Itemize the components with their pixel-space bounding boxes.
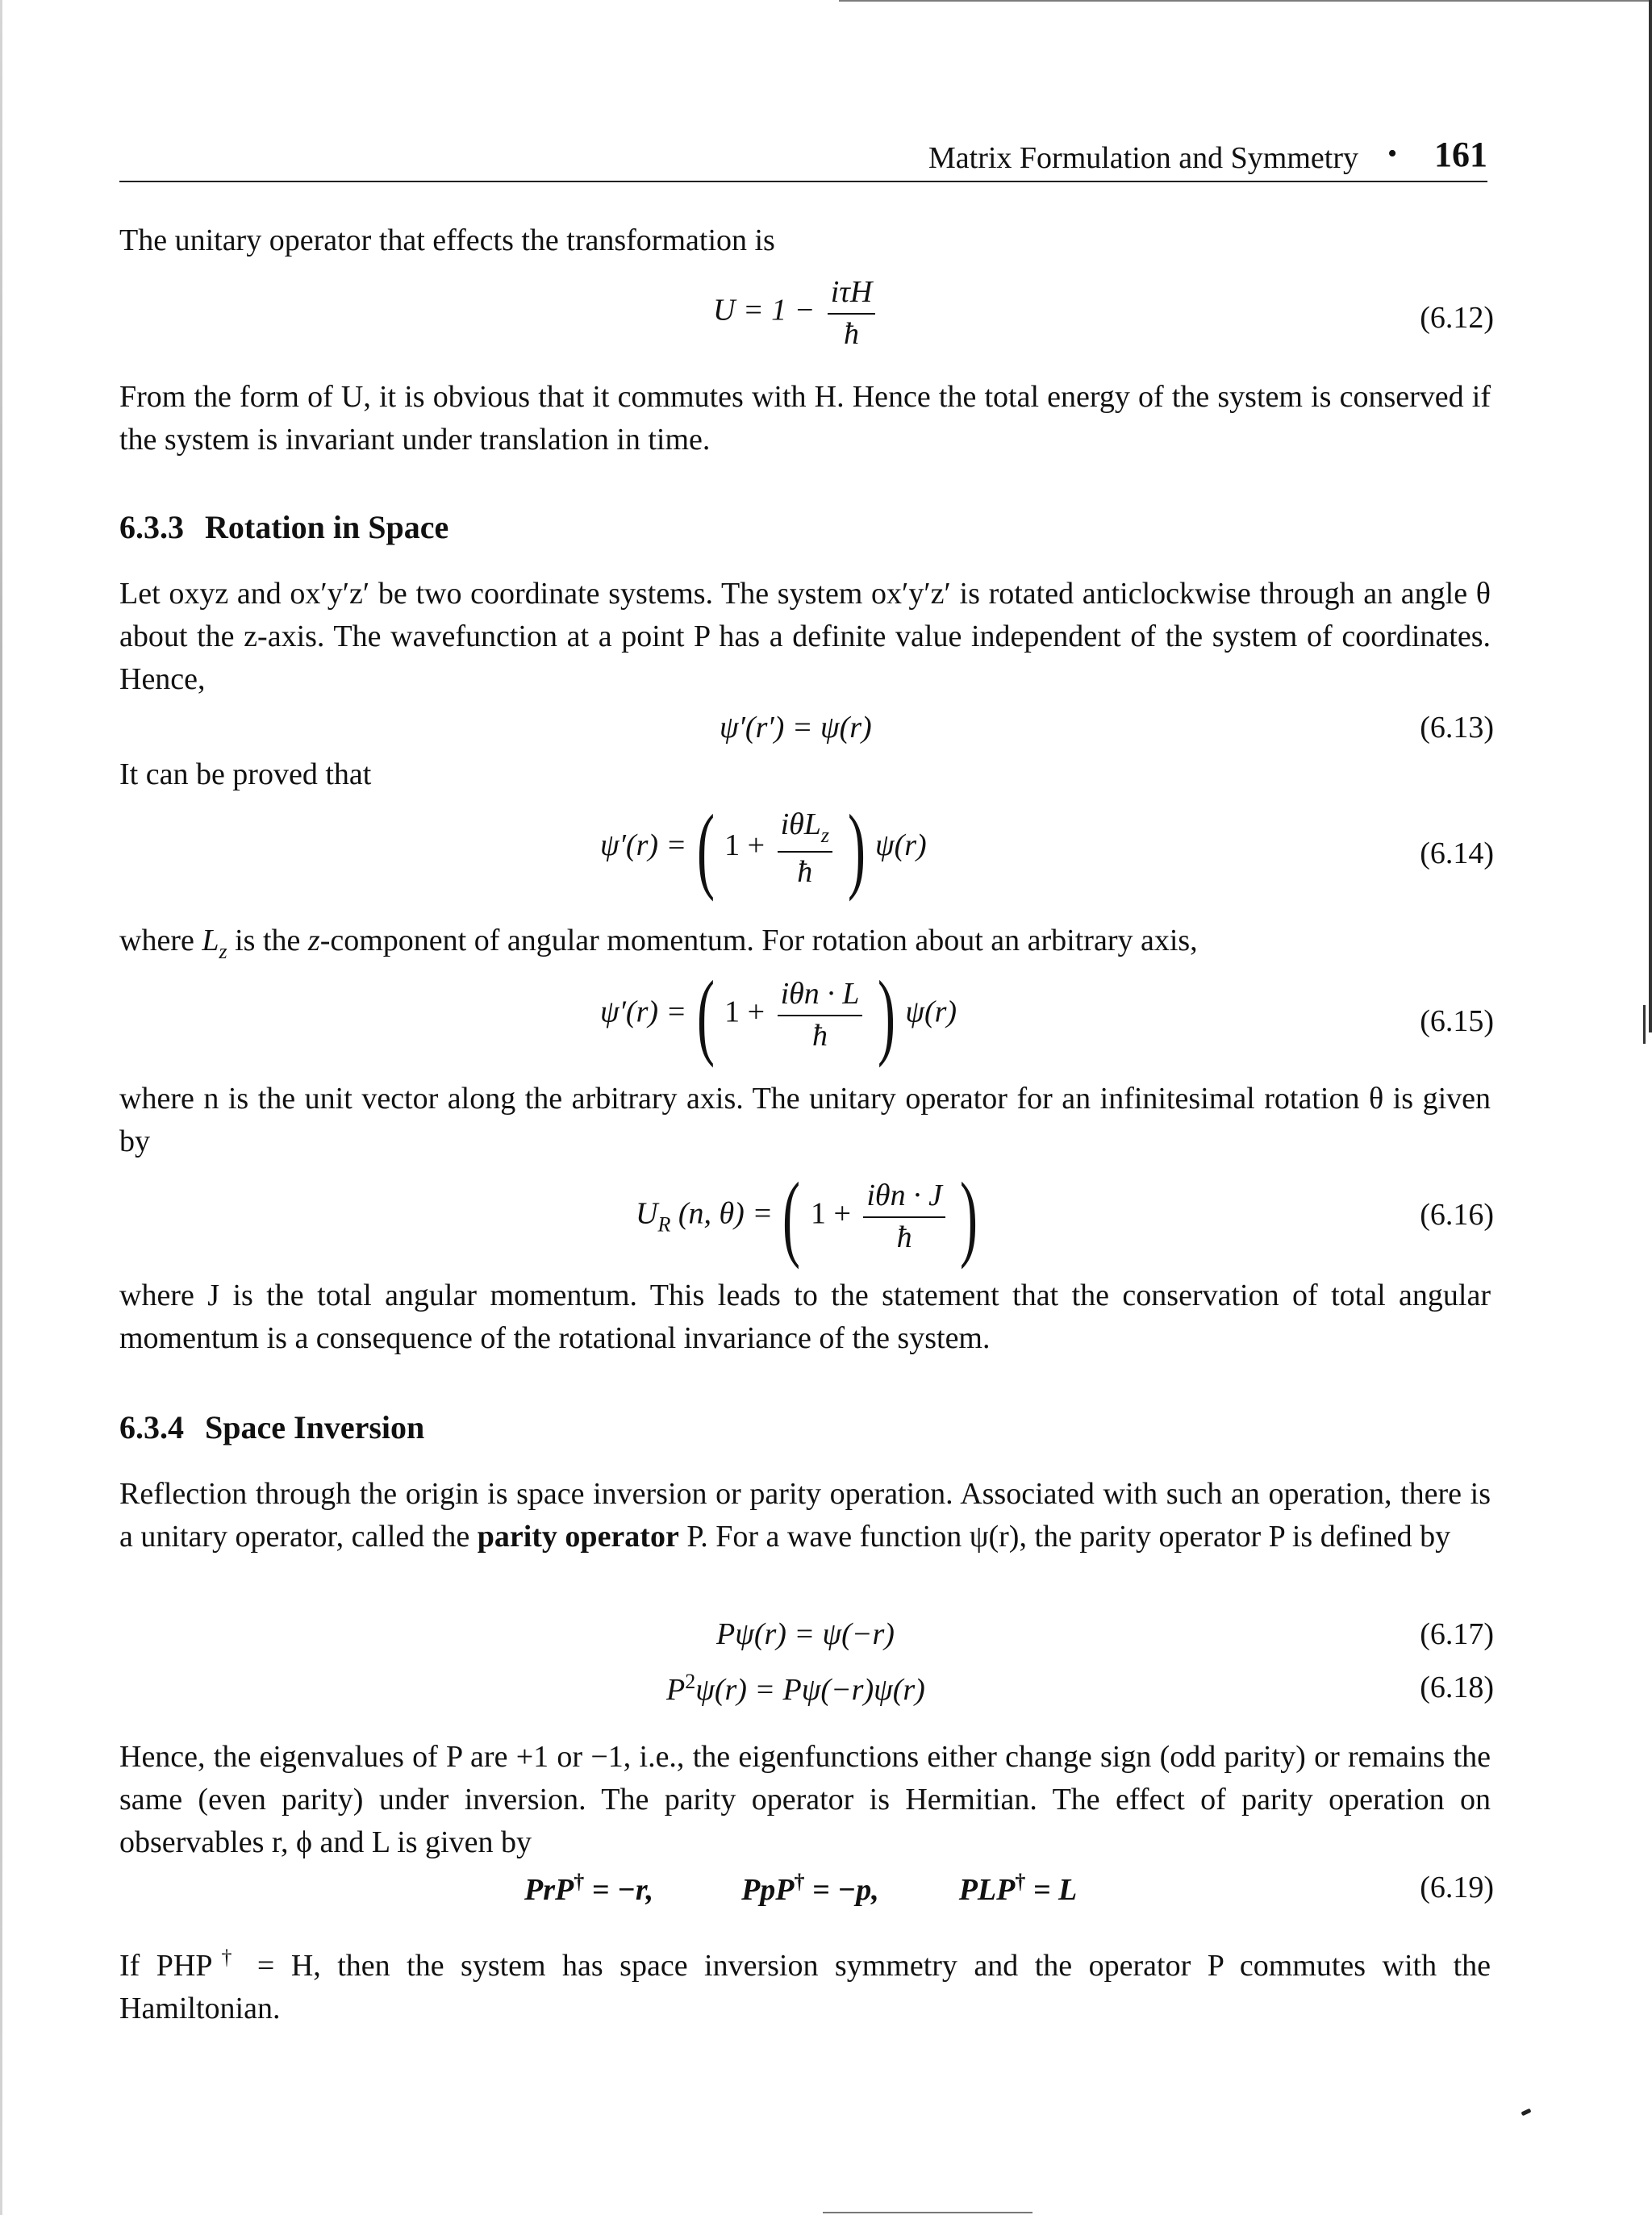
scan-edge-bottom xyxy=(823,2212,1032,2213)
eq-6-15-lhs: ψ′(r) = xyxy=(600,995,687,1029)
paragraph-hamiltonian xyxy=(119,1936,1491,2030)
running-header-title: Matrix Formulation and Symmetry xyxy=(928,141,1358,175)
eq-6-14-denominator: ħ xyxy=(797,855,813,889)
eq-6-18-P: P xyxy=(666,1673,686,1707)
scan-speck xyxy=(1521,2109,1532,2117)
eq-6-12-fraction xyxy=(828,274,876,352)
p5-z: z xyxy=(307,924,320,957)
paragraph-eigenvalues: Hence, the eigenvalues of P are +1 or −1, i.e., the eigenfunctions either change sign (odd parity) or remains the same (even parity) under inversion. The parity operator is Hermitian. The effect of parity operation on observables r, ϕ and L is given by xyxy=(119,1740,1491,1859)
eq-6-14-num-text: iθL xyxy=(780,807,821,841)
eq-6-19-b: PpP xyxy=(741,1873,795,1907)
equation-number-6-19: (6.19) xyxy=(1420,1871,1494,1904)
p10-text-b: = H, then the system has space inversion symmetry and the operator P commutes with the Hamiltonian. xyxy=(119,1949,1491,2025)
eq-6-15-one: 1 + xyxy=(724,995,766,1029)
eq-6-16-lhs: U xyxy=(636,1196,658,1231)
equation-6-15 xyxy=(600,961,957,1068)
eq-6-12-numerator: iτH xyxy=(828,274,876,315)
eq-6-14-rhs: ψ(r) xyxy=(875,828,927,863)
scan-edge-left xyxy=(0,0,2,2215)
paragraph-angular-momentum: where J is the total angular momentum. This leads to the statement that the conservation of total angular momentum is a consequence of the rotational invariance of the system. xyxy=(119,1279,1491,1355)
paragraph-intro: The unitary operator that effects the transformation is xyxy=(119,223,775,257)
eq-6-19-term-p xyxy=(741,1870,879,1907)
section-number: 6.3.4 xyxy=(119,1409,184,1445)
scan-mark-right xyxy=(1643,1005,1646,1044)
equation-number-6-16: (6.16) xyxy=(1420,1198,1494,1232)
p5-L: L xyxy=(202,924,219,957)
eq-6-14-one: 1 + xyxy=(724,828,766,863)
eq-6-19-term-r xyxy=(524,1870,654,1907)
section-heading-6-3-4 xyxy=(119,1408,424,1446)
section-title: Space Inversion xyxy=(205,1409,425,1445)
eq-6-15-numerator: iθn · L xyxy=(778,976,863,1016)
running-header xyxy=(119,136,1487,182)
eq-6-18-sup: 2 xyxy=(685,1670,696,1693)
equation-number-6-18: (6.18) xyxy=(1420,1671,1494,1704)
eq-6-16-fraction xyxy=(863,1178,945,1255)
equation-6-14 xyxy=(600,794,927,902)
section-number: 6.3.3 xyxy=(119,509,184,545)
eq-6-12-denominator: ħ xyxy=(844,317,860,351)
eq-6-19-b-rhs: = −p, xyxy=(812,1873,879,1907)
p8-text-b: P. For a wave function ψ(r), the parity operator P is defined by xyxy=(678,1520,1451,1554)
eq-6-15-left-paren: ( xyxy=(696,961,715,1068)
eq-6-16-one: 1 + xyxy=(810,1196,851,1231)
eq-6-19-a-rhs: = −r, xyxy=(591,1873,654,1907)
eq-6-14-fraction xyxy=(778,807,832,890)
equation-6-19 xyxy=(524,1870,1077,1908)
eq-6-16-right-paren: ) xyxy=(960,1162,978,1270)
p5-text-c: -component of angular momentum. For rotation about an arbitrary axis, xyxy=(319,924,1198,957)
eq-6-19-dagger-a: † xyxy=(574,1870,585,1893)
equation-number-6-14: (6.14) xyxy=(1420,836,1494,870)
page-number: 161 xyxy=(1434,135,1487,174)
paragraph-energy-conservation: From the form of U, it is obvious that it commutes with H. Hence the total energy of the system is conserved if the system is invariant under translation in time. xyxy=(119,380,1491,457)
equation-6-12 xyxy=(713,274,880,352)
p10-dagger: † xyxy=(212,1946,241,1969)
eq-6-16-lhs-sub: R xyxy=(657,1212,671,1237)
equation-6-16 xyxy=(636,1162,980,1270)
paragraph-rotation: Let oxyz and ox′y′z′ be two coordinate systems. The system ox′y′z′ is rotated anticlockwise through an angle θ about the z-axis. The wavefunction at a point P has a definite value independent of the system of coordinates. Hence, xyxy=(119,577,1491,696)
equation-6-18 xyxy=(666,1670,925,1708)
paragraph-lz-component xyxy=(119,920,1491,973)
p8-bold-term: parity operator xyxy=(477,1520,679,1554)
eq-6-19-c-rhs: = L xyxy=(1032,1873,1078,1907)
eq-6-19-dagger-b: † xyxy=(794,1870,805,1893)
equation-6-17: Pψ(r) = ψ(−r) xyxy=(716,1617,895,1651)
p5-L-sub: z xyxy=(219,940,227,963)
paragraph-space-inversion xyxy=(119,1473,1491,1558)
equation-number-6-13: (6.13) xyxy=(1420,711,1494,745)
eq-6-16-args: (n, θ) = xyxy=(678,1196,773,1231)
eq-6-19-dagger-c: † xyxy=(1015,1870,1026,1893)
eq-6-19-a: PrP xyxy=(524,1873,574,1907)
section-heading-6-3-3 xyxy=(119,508,448,546)
eq-6-15-denominator: ħ xyxy=(811,1019,828,1053)
p10-text-a: If PHP xyxy=(119,1949,213,1983)
equation-number-6-15: (6.15) xyxy=(1420,1004,1494,1038)
eq-6-15-right-paren: ) xyxy=(877,961,895,1068)
eq-6-16-denominator: ħ xyxy=(896,1220,912,1254)
equation-6-13: ψ′(r′) = ψ(r) xyxy=(720,711,872,745)
p8-text-a: Reflection through the origin is space inversion or parity operation. Associated with such an operation, there is a unitary operator, called the xyxy=(119,1477,1491,1554)
eq-6-14-lhs: ψ′(r) = xyxy=(600,828,687,863)
paragraph-unit-vector: where n is the unit vector along the arbitrary axis. The unitary operator for an infinitesimal rotation θ is given by xyxy=(119,1082,1491,1158)
eq-6-15-fraction xyxy=(778,976,863,1053)
eq-6-19-term-L xyxy=(958,1870,1078,1907)
p5-text-b: is the xyxy=(227,924,308,957)
p5-text-a: where xyxy=(119,924,202,957)
eq-6-12-lhs: U = 1 − xyxy=(713,293,816,327)
scan-edge-right xyxy=(1649,0,1652,1032)
running-header-bullet: • xyxy=(1387,139,1397,169)
section-title: Rotation in Space xyxy=(205,509,449,545)
scan-edge-top xyxy=(839,0,1652,2)
eq-6-19-c: PLP xyxy=(958,1873,1016,1907)
equation-number-6-17: (6.17) xyxy=(1420,1617,1494,1651)
eq-6-14-num-sub: z xyxy=(820,824,830,847)
eq-6-16-left-paren: ( xyxy=(782,1162,801,1270)
equation-number-6-12: (6.12) xyxy=(1420,301,1494,335)
eq-6-18-body: ψ(r) = Pψ(−r)ψ(r) xyxy=(695,1673,925,1707)
eq-6-14-numerator xyxy=(778,807,832,853)
eq-6-14-left-paren: ( xyxy=(696,794,715,902)
eq-6-16-numerator: iθn · J xyxy=(863,1178,945,1218)
paragraph-it-can-be-proved: It can be proved that xyxy=(119,757,372,791)
eq-6-15-rhs: ψ(r) xyxy=(905,995,957,1029)
eq-6-14-right-paren: ) xyxy=(847,794,866,902)
